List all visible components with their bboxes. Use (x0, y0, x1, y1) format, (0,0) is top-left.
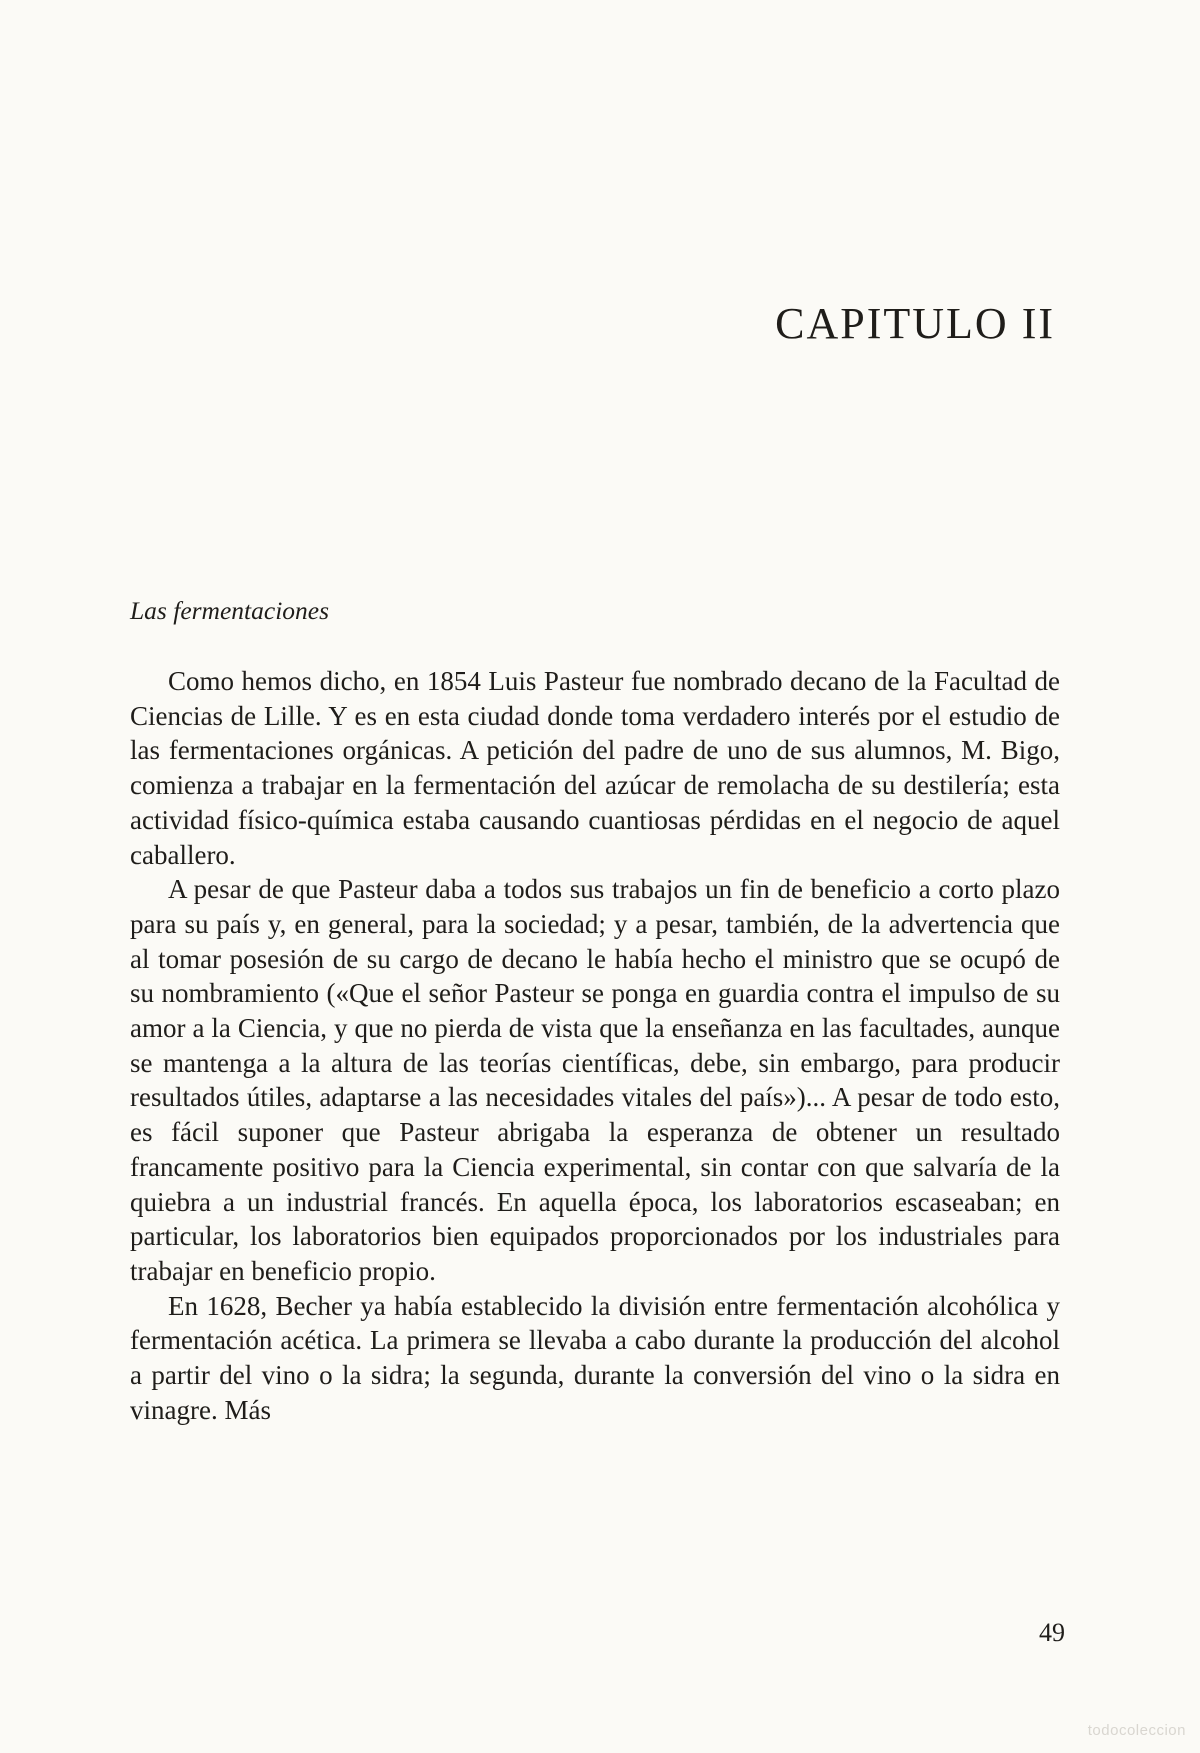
paragraph: En 1628, Becher ya había establecido la división entre fermentación alcohólica y fermentación acética. La primera se llevaba a cabo durante la producción del alcohol a partir del vino o la sidra; la segunda, durante la conversión del vino o la sidra en vinagre. Más (130, 1290, 1060, 1425)
section-heading: Las fermentaciones (130, 596, 330, 625)
chapter-title: CAPITULO II (775, 299, 1055, 348)
watermark: todocoleccion (1087, 1722, 1186, 1739)
paragraph: A pesar de que Pasteur daba a todos sus trabajos un fin de beneficio a corto plazo para su país y, en general, para la sociedad; y a pesar, también, de la advertencia que al tomar posesión de su cargo de decano le había hecho el ministro que se ocupó de su nombramiento («Que el señor Pasteur se ponga en guardia contra el impulso de su amor a la Ciencia, y que no pierda de vista que la enseñanza en las facultades, aunque se mantenga a la altura de las teorías científicas, debe, sin embargo, para producir resultados útiles, adaptarse a las necesidades vitales del país»)... A pesar de todo esto, es fácil suponer que Pasteur abrigaba la esperanza de obtener un resultado francamente positivo para la Ciencia experimental, sin contar con que salvaría de la quiebra a un industrial francés. En aquella época, los laboratorios escaseaban; en particular, los laboratorios bien equipados proporcionados por los industriales para trabajar en beneficio propio. (130, 874, 1060, 1286)
paragraph: Como hemos dicho, en 1854 Luis Pasteur fue nombrado decano de la Facultad de Ciencias de Lille. Y es en esta ciudad donde toma verdadero interés por el estudio de las fermentaciones orgánicas. A petición del padre de uno de sus alumnos, M. Bigo, comienza a trabajar en la fermentación del azúcar de remolacha de su destilería; esta actividad físico-química estaba causando cuantiosas pérdidas en el negocio de aquel caballero. (130, 666, 1060, 870)
body-text (130, 664, 1060, 1427)
page-number: 49 (1039, 1618, 1065, 1647)
